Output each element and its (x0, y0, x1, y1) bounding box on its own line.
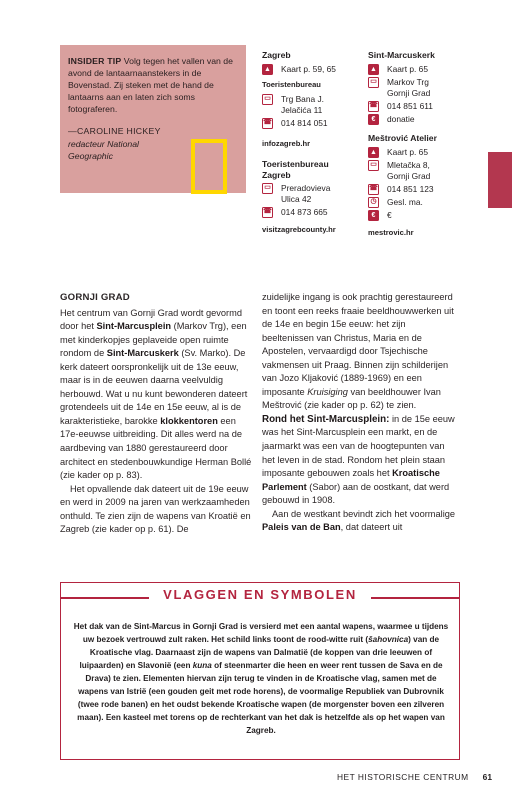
subheading-rond-het-plein: Rond het Sint-Marcusplein: (262, 413, 390, 425)
section-side-tab (488, 152, 512, 208)
info-sight2-hours-row (368, 197, 478, 208)
flags-symbols-box (60, 582, 460, 760)
map-icon: ▲ (262, 64, 273, 75)
insider-tip-role-1: redacteur National (68, 138, 139, 149)
closed-icon: ◷ (368, 197, 379, 208)
text-run: Het centrum van Gornji Grad wordt gevormd door het (60, 307, 242, 332)
map-icon: ▲ (368, 64, 379, 75)
info-sight2-hours: Gesl. ma. (387, 197, 423, 207)
flags-title-wrap (61, 586, 459, 604)
col2-paragraph-1 (262, 291, 458, 413)
info-sight2-address (387, 160, 430, 182)
text-run: Aan de westkant bevindt zich het voormalige (272, 508, 456, 519)
highlight-klokkentoren: klokkentoren (160, 415, 218, 426)
info-phone2-row (262, 207, 362, 218)
info-place2-title-2: Zagreb (262, 170, 291, 180)
info-sight1-price: donatie (387, 114, 415, 124)
map-icon: ▲ (368, 147, 379, 158)
info-sight2-price-row (368, 210, 478, 221)
insider-tip-label: INSIDER TIP (68, 56, 122, 66)
address-icon: ▭ (368, 160, 379, 171)
highlight-kroatische-parlement: Kroatische Parlement (262, 468, 440, 492)
national-geographic-logo (191, 139, 227, 194)
footer-section-title: HET HISTORISCHE CENTRUM (336, 772, 469, 782)
info-address2-line1: Preradovieva (281, 183, 331, 193)
info-sight2-price: € (387, 210, 392, 220)
info-sight2-website-link[interactable]: mestrovic.hr (368, 228, 414, 237)
info-sight1-address-row (368, 77, 478, 99)
info-website2-link[interactable]: visitzagrebcounty.hr (262, 225, 336, 234)
info-sight2-phone: 014 851 123 (387, 184, 434, 194)
italic-kuna: kuna (192, 661, 212, 670)
info-sight2-map-row (368, 147, 478, 158)
info-map-ref: Kaart p. 59, 65 (281, 64, 336, 74)
text-run: (Markov Trg), een met kinderkopjes geplaveide open ruimte rondom de (60, 321, 247, 359)
info-sight1-price-row (368, 114, 478, 125)
euro-icon: € (368, 114, 379, 125)
text-run: van beeldhouwer Ivan Meštrović (zie kader op p. 62) te zien. (262, 386, 441, 411)
address-icon: ▭ (262, 183, 273, 194)
address-icon: ▭ (368, 77, 379, 88)
info-address (281, 94, 324, 116)
info-sight2-title: Meštrović Atelier (368, 133, 437, 143)
flags-body (71, 620, 451, 737)
info-place-title: Zagreb (262, 50, 291, 60)
phone-icon: ☎ (262, 118, 273, 129)
insider-tip-role-2: Geographic (68, 150, 113, 161)
text-column-2 (262, 291, 458, 535)
address-icon: ▭ (262, 94, 273, 105)
phone-icon: ☎ (368, 101, 379, 112)
italic-kruisiging: Kruisiging (307, 386, 348, 397)
col1-paragraph-1 (60, 307, 253, 483)
insider-tip-body: Volg tegen het vallen van de avond de lantaarnaanstekers in de Bovenstad. Zij steken met de hand de lantaarns aan en laten zich soms fotograferen. (68, 56, 233, 115)
text-run: (Sv. Marko). De kerk dateert oorspronkelijk uit de 13e eeuw, maar is in de eeuwen daarna veelvuldig herbouwd. Wat u nu kunt bewonderen dateert grotendeels uit de 14e en 15e eeuw, al is de karakteristieke, barokke (60, 348, 248, 426)
text-run: , dat dateert uit (340, 522, 403, 533)
text-run: (Sabor) aan de oostkant, dat werd gebouwd in 1908. (262, 481, 450, 506)
info-column-zagreb (262, 50, 362, 235)
phone-icon: ☎ (262, 207, 273, 218)
text-run: ) van de Kroatische vlag. Daarnaast zijn de wapens van Dalmatië (de koppen van drie leeuwen of luipaarden) en Slavonië (een (79, 635, 440, 670)
info-sight1-map: Kaart p. 65 (387, 64, 428, 74)
info-sight1-address (387, 77, 430, 99)
info-sight2-phone-row (368, 184, 478, 195)
text-run: zuidelijke ingang is ook prachtig gerestaureerd en toont een reeks fraaie beeldhouwwerken uit de 14e en begin 15e eeuw: het zijn beeltenissen van Christus, Maria en de Apostelen, vervaardigd door Tsjechische vakmensen uit Praag. Binnen zijn schilderijen van Jozo Kljaković (1889-1969) en een imposante (262, 292, 454, 397)
info-address-line1: Trg Bana J. (281, 94, 324, 104)
col2-paragraph-2 (262, 413, 458, 508)
highlight-sint-marcusplein: Sint-Marcusplein (96, 321, 172, 332)
section-heading: GORNJI GRAD (60, 292, 130, 303)
text-run: een 17e-eeuwse uitbreiding. Dit alles werd na de aardbeving van 1880 gerestaureerd door architect en stedenbouwkundige Herman Bollé (zie kader op p. 83). (60, 415, 252, 481)
info-sight1-phone: 014 851 611 (387, 101, 433, 111)
text-run: Het dak van de Sint-Marcus in Gornji Grad is versierd met een aantal wapens, waarmee u tijdens uw bezoek vertrouwd zult raken. Het schild links toont de rood-witte ruit ( (73, 622, 449, 644)
col1-paragraph-2: Het opvallende dak dateert uit de 19e eeuw en werd in 2009 na jaren van werkzaamheden onthuld. Te zien zijn de wapens van Kroatië en Zagreb (zie kader op p. 61). De (60, 483, 251, 535)
italic-sahovnica: šahovnica (368, 635, 409, 644)
info-phone: 014 814 051 (281, 118, 328, 128)
info-address2-line2: Ulica 42 (281, 194, 312, 204)
info-sight1-map-row (368, 64, 478, 75)
page-number: 61 (482, 772, 492, 782)
text-run: of steenmarter die heen en weer rent tussen de Sava en de Drava) te zien. Elementen hiervan zijn terug te vinden in de Kroatische vlag, samen met de wapens van Istrië (een gouden geit met rode horens), de voormalige Republiek van Dubrovnik (twee rode banen) en het oudst bekende Kroatische wapen (de morgenster boven een zilveren maan). Een kasteel met torens op de rechterkant van het dak is hetzelfde als op het wapen van Zagreb. (77, 661, 445, 735)
page-footer (302, 772, 492, 782)
info-sight1-address-line2: Gornji Grad (387, 88, 431, 98)
info-column-sights (368, 50, 478, 238)
euro-icon: € (368, 210, 379, 221)
info-sight2-map: Kaart p. 65 (387, 147, 428, 157)
info-sight2-address-line1: Mletačka 8, (387, 160, 430, 170)
info-sight1-phone-row (368, 101, 478, 112)
flags-title: VLAGGEN EN SYMBOLEN (149, 587, 371, 602)
text-column-1 (60, 291, 253, 537)
info-address2-row (262, 183, 362, 205)
info-place2-title-1: Toeristenbureau (262, 159, 329, 169)
info-map-row (262, 64, 362, 75)
insider-tip-author: —CAROLINE HICKEY (68, 126, 161, 137)
info-place2-title (262, 159, 362, 181)
info-sight2-address-line2: Gornji Grad (387, 171, 431, 181)
col2-paragraph-3 (262, 508, 458, 535)
info-address-row (262, 94, 362, 116)
info-sight1-address-line1: Markov Trg (387, 77, 429, 87)
info-sight1-title: Sint-Marcuskerk (368, 50, 435, 60)
info-website-link[interactable]: infozagreb.hr (262, 139, 311, 148)
info-phone-row (262, 118, 362, 129)
info-address-line2: Jelačića 11 (281, 105, 323, 115)
info-phone2: 014 873 665 (281, 207, 328, 217)
info-sight2-address-row (368, 160, 478, 182)
info-office-title: Toeristenbureau (262, 80, 321, 89)
text-run: in de 15e eeuw was het Sint-Marcusplein een markt, en de jaarmarkt was een van de hoogtepunten van het leven in de stad. Rondom het plein staan imposante gebouwen zoals het (262, 413, 455, 479)
highlight-paleis-van-de-ban: Paleis van de Ban (262, 522, 341, 533)
insider-tip-text (68, 55, 238, 115)
info-address2 (281, 183, 330, 205)
highlight-sint-marcuskerk: Sint-Marcuskerk (106, 348, 179, 359)
phone-icon: ☎ (368, 184, 379, 195)
